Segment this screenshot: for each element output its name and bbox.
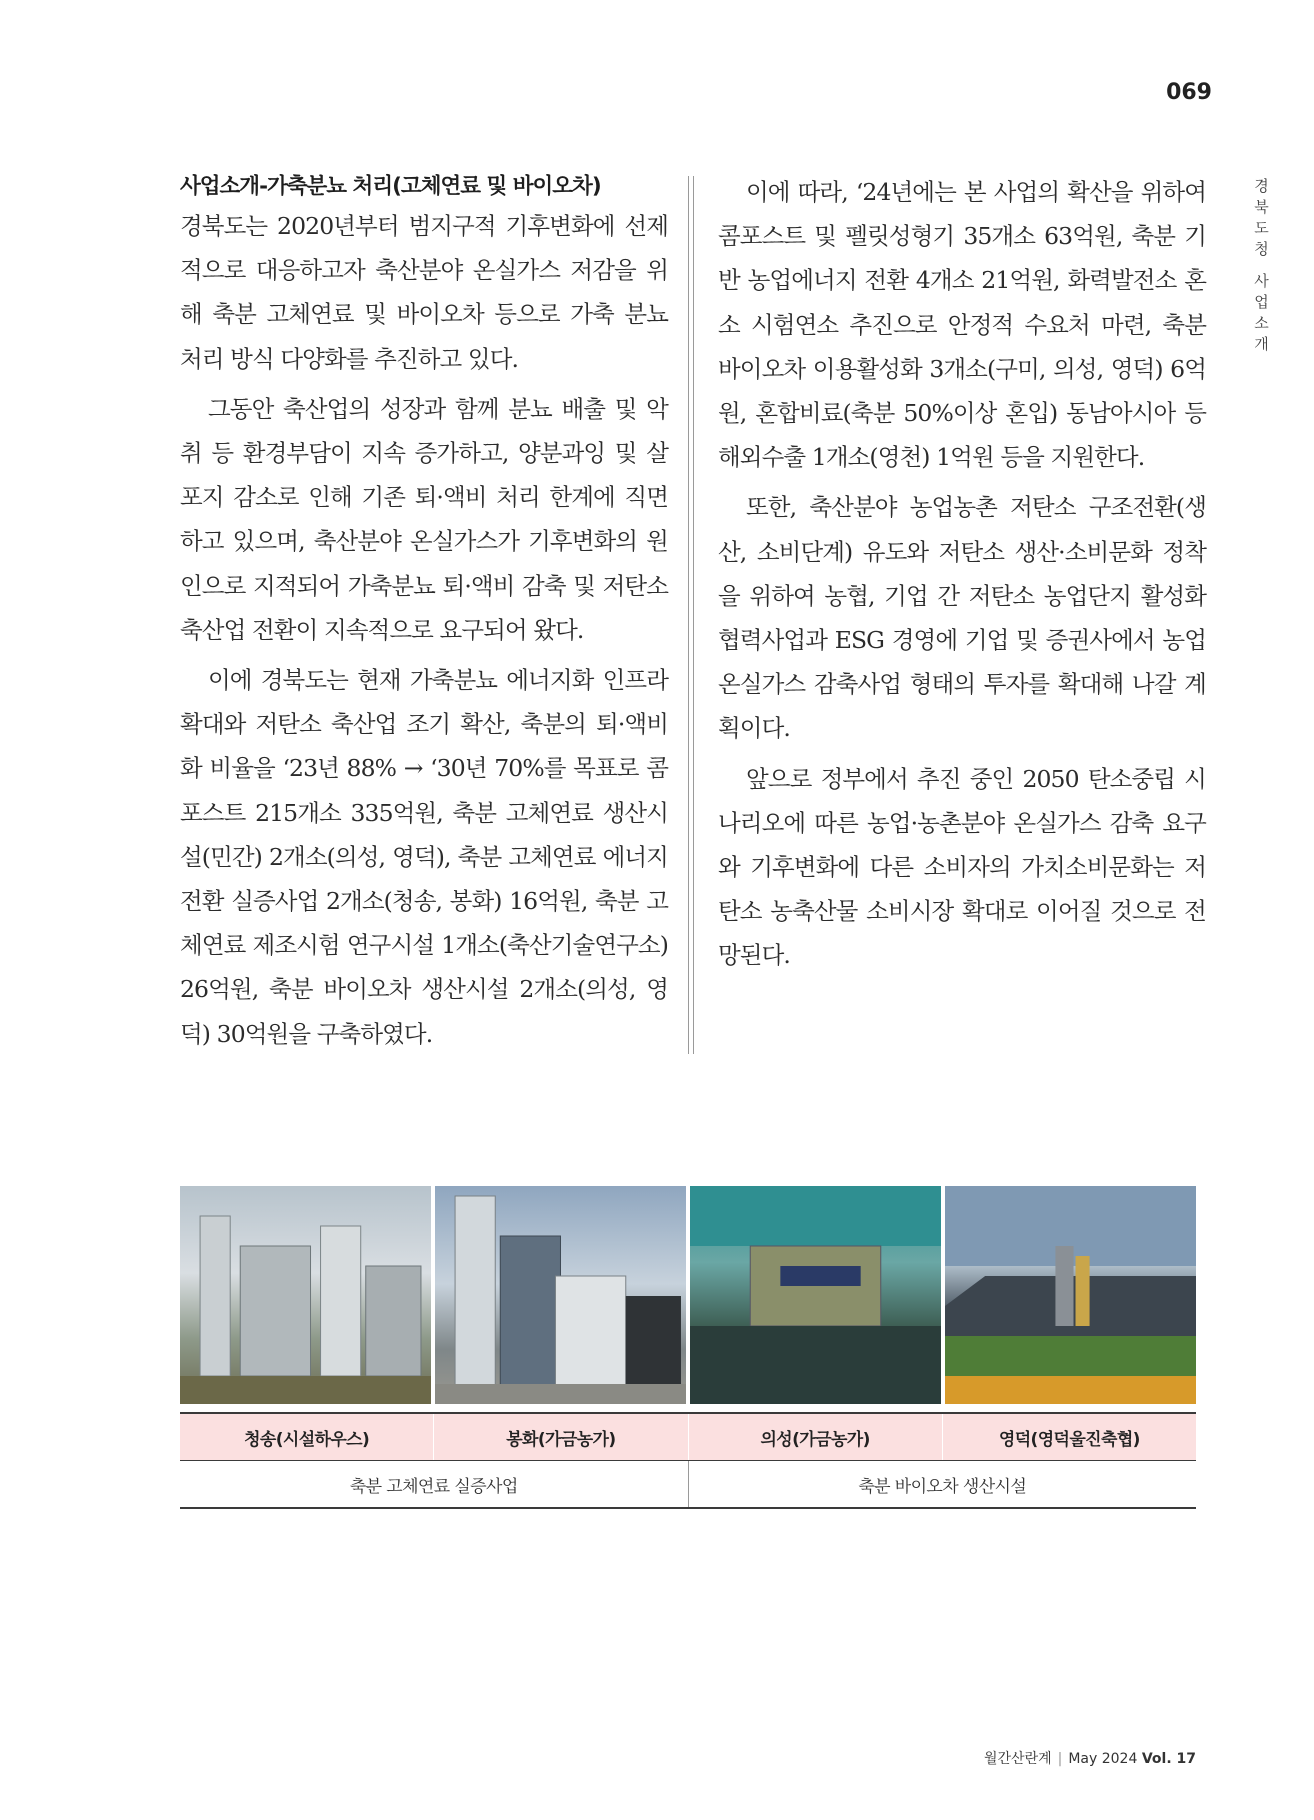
page-number: 069 bbox=[1166, 80, 1212, 105]
photo-bonghwa-facility bbox=[435, 1186, 686, 1404]
paragraph: 그동안 축산업의 성장과 함께 분뇨 배출 및 악취 등 환경부담이 지속 증가하고, 양분과잉 및 살포지 감소로 인해 기존 퇴·액비 처리 한계에 직면하고 있으며, 축산분야 온실가스가 기후변화의 원인으로 지적되어 가축분뇨 퇴·액비 감축 및 저탄소 축산업 전환이 지속적으로 요구되어 왔다. bbox=[180, 394, 668, 644]
volume-number: Vol. 17 bbox=[1141, 1751, 1196, 1767]
photo-strip bbox=[180, 1186, 1196, 1404]
photo-group-label: 축분 바이오차 생산시설 bbox=[858, 1476, 1027, 1497]
paragraph: 또한, 축산분야 농업농촌 저탄소 구조전환(생산, 소비단계) 유도와 저탄소 생산·소비문화 정착을 위하여 농협, 기업 간 저탄소 농업단지 활성화 협력사업과 ESG 경영에 기업 및 증권사에서 농업 온실가스 감축사업 형태의 투자를 확대해 나갈 계획이다. bbox=[718, 493, 1206, 743]
photo-cheongsong-facility bbox=[180, 1186, 431, 1404]
footer-separator: | bbox=[1057, 1751, 1063, 1767]
paragraph: 이에 경북도는 현재 가축분뇨 에너지화 인프라 확대와 저탄소 축산업 조기 확산, 축분의 퇴·액비화 비율을 ‘23년 88% → ‘30년 70%를 목표로 콤포스트 215개소 335억원, 축분 고체연료 생산시설(민간) 2개소(의성, 영덕), 축분 고체연료 에너지전환 실증사업 2개소(청송, 봉화) 16억원, 축분 고체연료 제조시험 연구시설 1개소(축산기술연구소) 26억원, 축분 바이오차 생산시설 2개소(의성, 영덕) 30억원을 구축하였다. bbox=[180, 666, 668, 1048]
photo-caption: 의성(가금농가) bbox=[689, 1414, 943, 1460]
photo-uiseong-ceremony bbox=[690, 1186, 941, 1404]
paragraph: 이에 따라, ‘24년에는 본 사업의 확산을 위하여 콤포스트 및 펠릿성형기 35개소 63억원, 축분 기반 농업에너지 전환 4개소 21억원, 화력발전소 혼소 시험연소 추진으로 안정적 수요처 마련, 축분 바이오차 이용활성화 3개소(구미, 의성, 영덕) 6억원, 혼합비료(축분 50%이상 혼입) 동남아시아 등 해외수출 1개소(영천) 1억원 등을 지원한다. bbox=[718, 178, 1206, 472]
issue-date: May 2024 bbox=[1068, 1751, 1138, 1767]
photo-yeongdeok-facility bbox=[945, 1186, 1196, 1404]
paragraph: 경북도는 2020년부터 범지구적 기후변화에 선제적으로 대응하고자 축산분야 온실가스 저감을 위해 축분 고체연료 및 바이오차 등으로 가축 분뇨 처리 방식 다양화를 추진하고 있다. bbox=[180, 212, 668, 373]
photo-group-label: 축분 고체연료 실증사업 bbox=[180, 1461, 689, 1507]
photo-caption: 청송(시설하우스) bbox=[180, 1414, 434, 1460]
right-column bbox=[718, 170, 1206, 984]
paragraph: 앞으로 정부에서 추진 중인 2050 탄소중립 시나리오에 따른 농업·농촌분야 온실가스 감축 요구와 기후변화에 다른 소비자의 가치소비문화는 저탄소 농축산물 소비시장 확대로 이어질 것으로 전망된다. bbox=[718, 764, 1206, 970]
photo-caption: 영덕(영덕울진축협) bbox=[943, 1414, 1196, 1460]
photo-caption-table bbox=[180, 1412, 1196, 1509]
photo-caption: 봉화(가금농가) bbox=[434, 1414, 688, 1460]
left-column bbox=[180, 170, 668, 1062]
section-side-label: 경북도청 사업소개 bbox=[1252, 178, 1270, 357]
section-title: 사업소개-가축분뇨 처리(고체연료 및 바이오차) bbox=[180, 174, 601, 199]
magazine-name: 월간산란계 bbox=[984, 1751, 1052, 1767]
column-divider bbox=[688, 176, 694, 1054]
page-footer bbox=[880, 1748, 1196, 1768]
